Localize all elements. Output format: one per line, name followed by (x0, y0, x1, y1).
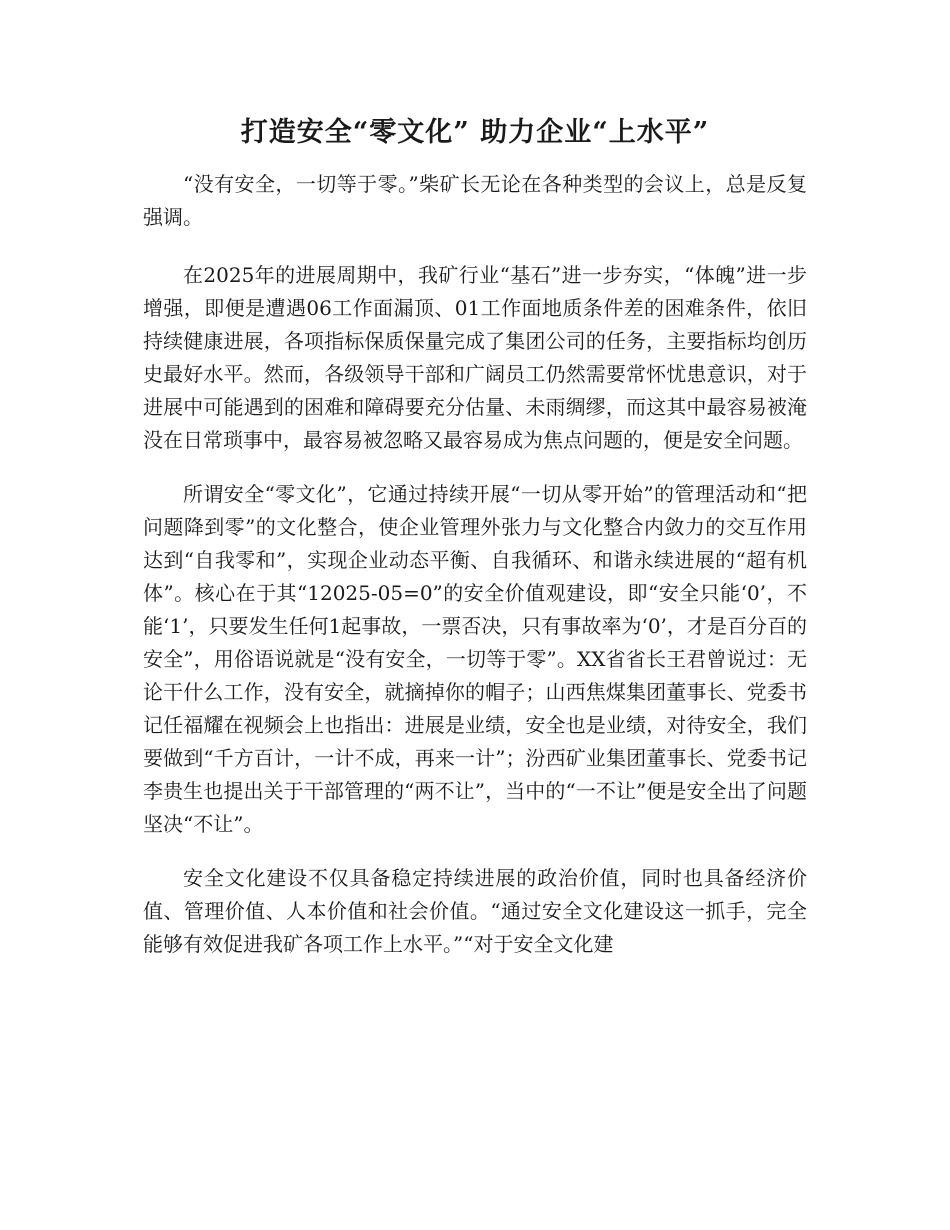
paragraph-2: 在2025年的进展周期中，我矿行业“基石”进一步夯实，“体魄”进一步增强，即便是遭遇06工作面漏顶、01工作面地质条件差的困难条件，依旧持续健康进展，各项指标保质保量完成了集团公司的任务，主要指标均创历史最好水平。然而，各级领导干部和广阔员工仍然需要常怀忧患意识，对于进展中可能遇到的困难和障碍要充分估量、未雨绸缪，而这其中最容易被淹没在日常琐事中，最容易被忽略又最容易成为焦点问题的，便是安全问题。 (143, 263, 807, 452)
paragraph-4: 安全文化建设不仅具备稳定持续进展的政治价值，同时也具备经济价值、管理价值、人本价值和社会价值。“通过安全文化建设这一抓手，完全能够有效促进我矿各项工作上水平。”“对于安全文化建 (143, 866, 807, 956)
paragraph-1: “没有安全，一切等于零。”柴矿长无论在各种类型的会议上，总是反复强调。 (143, 172, 807, 229)
document-body (143, 168, 807, 961)
paragraph-3: 所谓安全“零文化”，它通过持续开展“一切从零开始”的管理活动和“把问题降到零”的文化整合，使企业管理外张力与文化整合内敛力的交互作用达到“自我零和”，实现企业动态平衡、自我循环、和谐永续进展的“超有机体”。核心在于其“12025-05=0”的安全价值观建设，即“安全只能‘0’，不能‘1’，只要发生任何1起事故，一票否决，只有事故率为‘0’，才是百分百的安全”，用俗语说就是“没有安全，一切等于零”。XX省省长王君曾说过：无论干什么工作，没有安全，就摘掉你的帽子；山西焦煤集团董事长、党委书记任福耀在视频会上也指出：进展是业绩，安全也是业绩，对待安全，我们要做到“千方百计，一计不成，再来一计”；汾西矿业集团董事长、党委书记李贵生也提出关于干部管理的“两不让”，当中的“一不让”便是安全出了问题坚决“不让”。 (143, 482, 807, 836)
document-title: 打造安全“零文化” 助力企业“上水平” (240, 117, 710, 148)
